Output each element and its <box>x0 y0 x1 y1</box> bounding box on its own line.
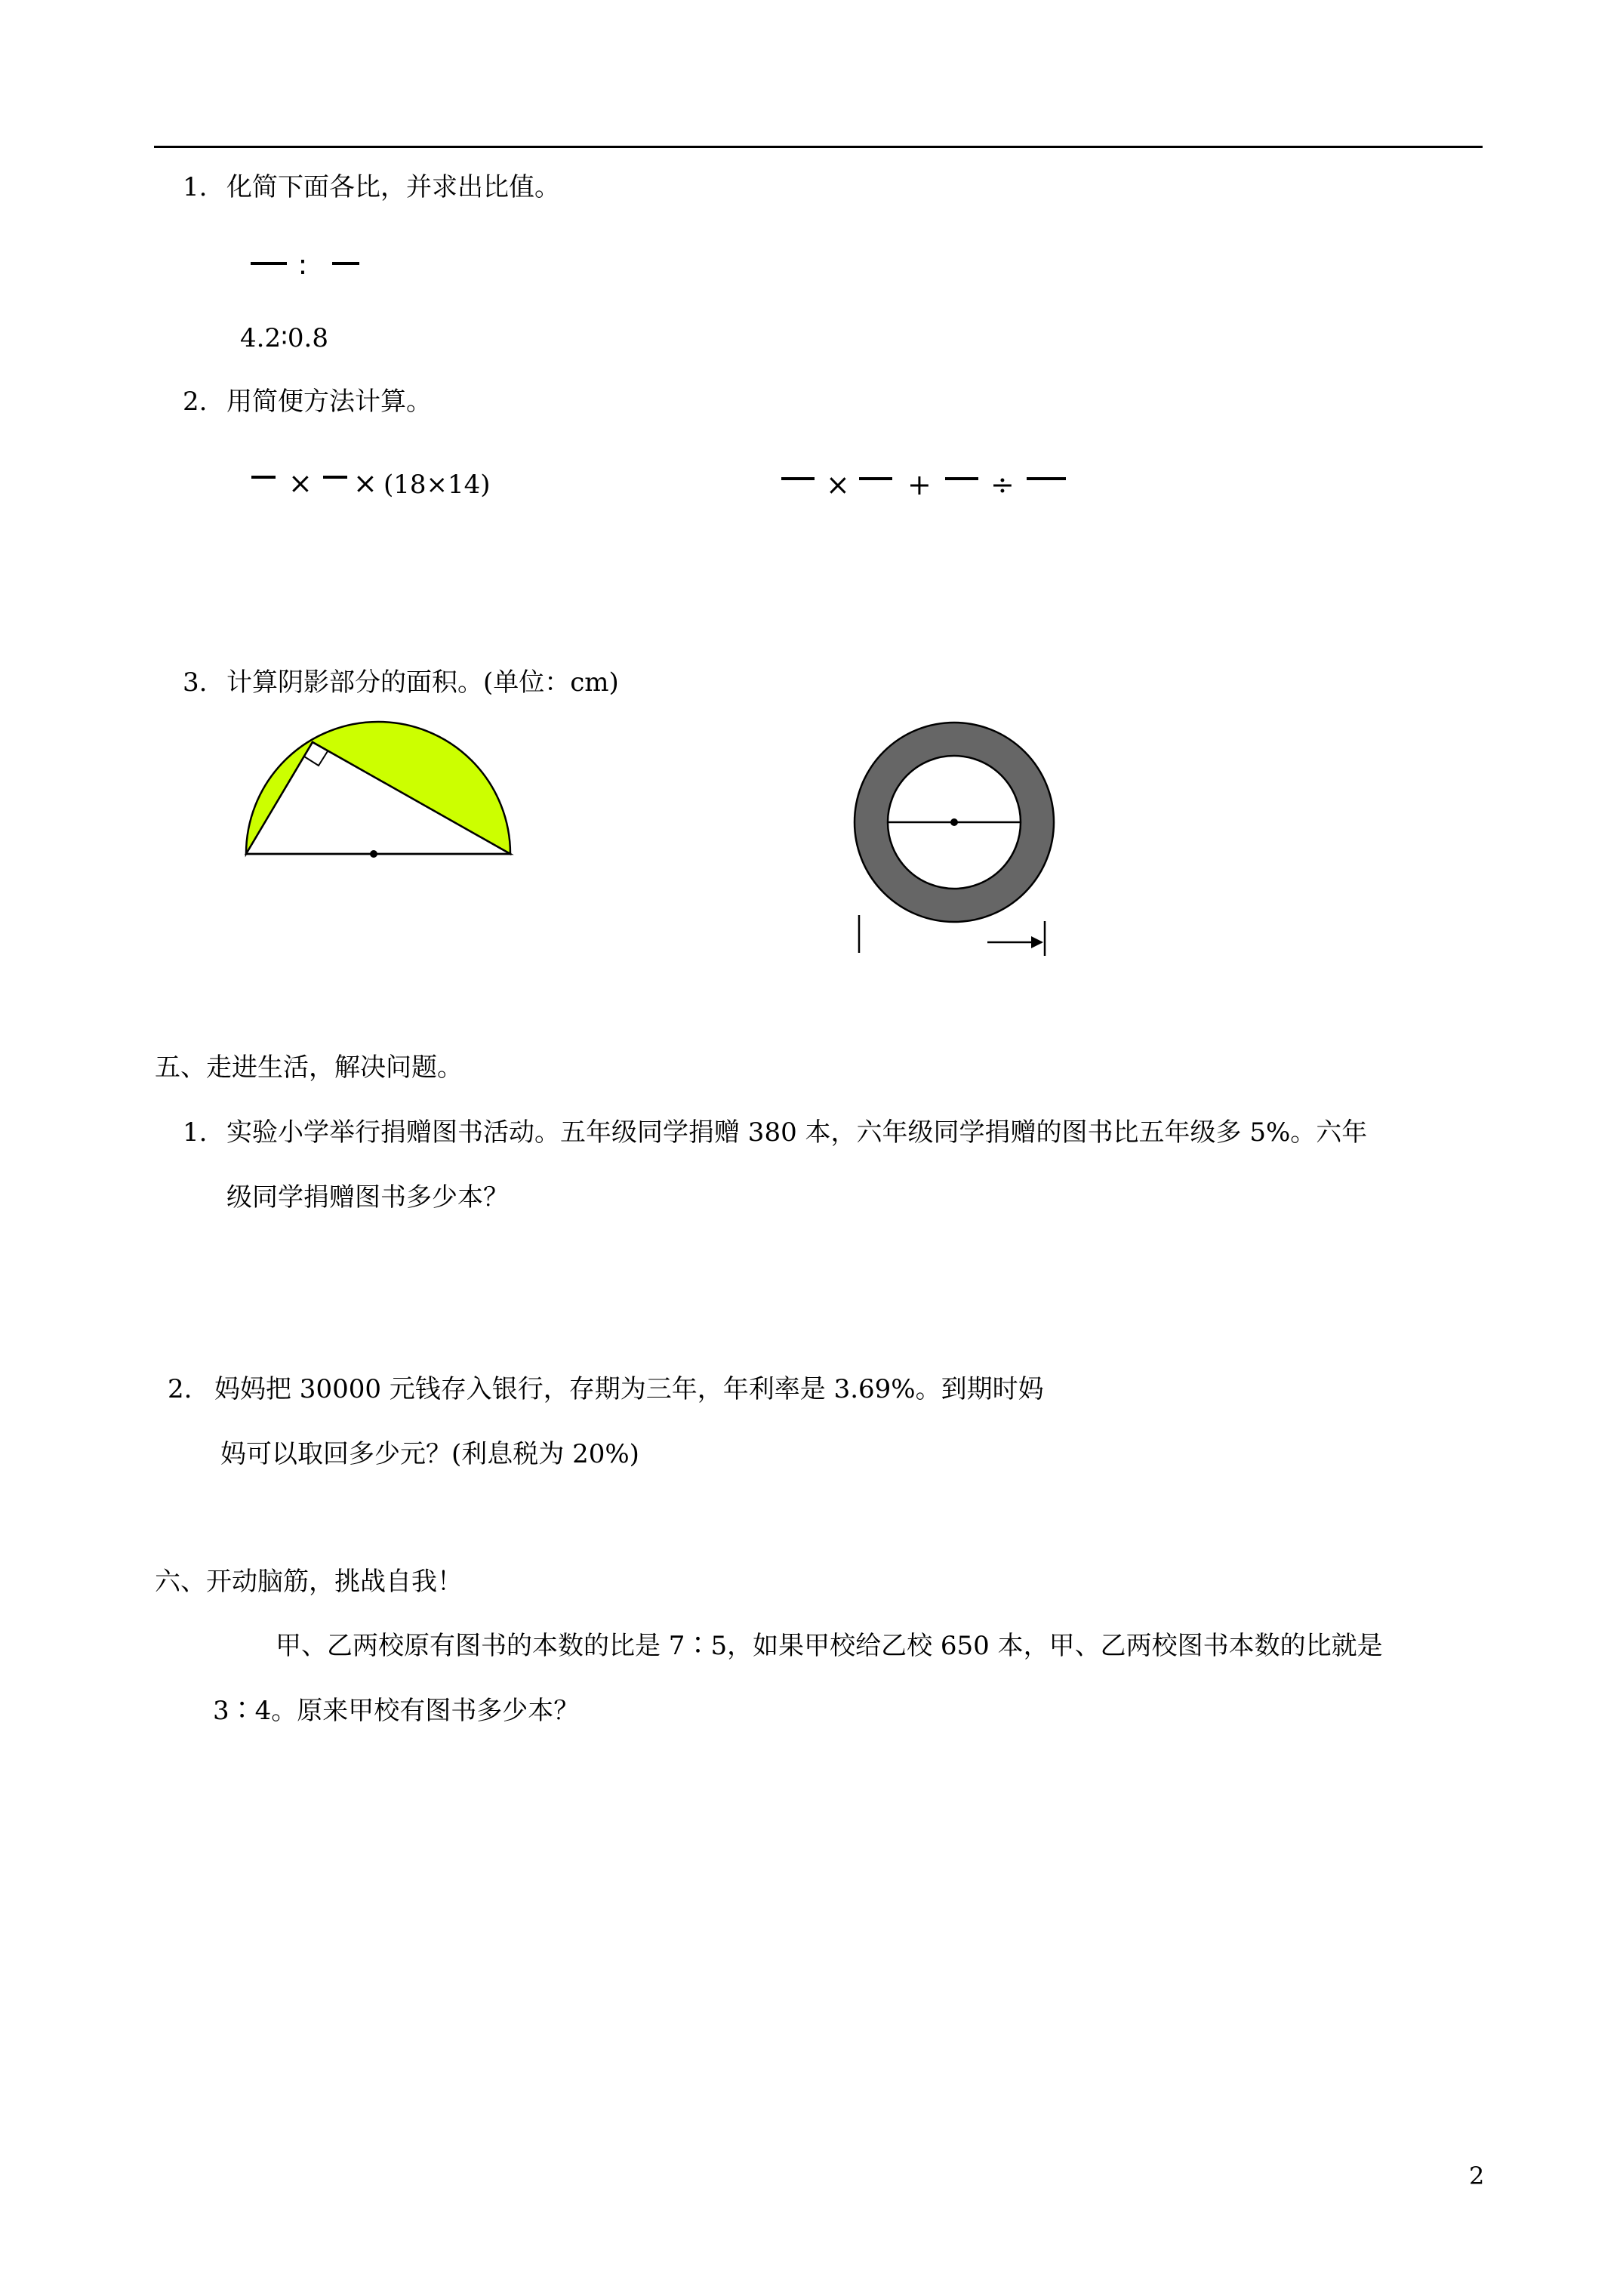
ratio-expression: 4.2∶0.8 <box>240 323 328 353</box>
arrow-head-icon <box>1031 936 1043 948</box>
s5-q1-line2: 级同学捐赠图书多少本？ <box>226 1182 509 1213</box>
q2-text: 用简便方法计算。 <box>226 387 432 417</box>
section5-heading: 五、走进生活，解决问题。 <box>155 1052 463 1083</box>
header-rule <box>154 146 1483 148</box>
fraction-bar <box>781 477 815 480</box>
s5-q2-number: 2. <box>168 1374 192 1404</box>
divide-sign: ÷ <box>990 468 1015 501</box>
fraction-bar <box>251 262 287 265</box>
fraction-bar <box>945 477 978 480</box>
q2-number: 2. <box>183 387 208 417</box>
s6-line2: 3∶4。原来甲校有图书多少本？ <box>213 1696 580 1726</box>
center-dot <box>370 850 377 858</box>
s5-q2-line1: 妈妈把 30000 元钱存入银行，存期为三年，年利率是 3.69%。到期时妈 <box>214 1374 1044 1404</box>
ratio-colon: ∶ <box>299 251 306 284</box>
times-sign: × <box>826 468 850 501</box>
s5-q2-line2: 妈可以取回多少元？(利息税为 20%) <box>220 1439 639 1469</box>
section6-heading: 六、开动脑筋，挑战自我！ <box>155 1567 463 1597</box>
fraction-bar <box>1027 477 1066 480</box>
semicircle-figure <box>226 710 528 861</box>
q1-text: 化简下面各比，并求出比值。 <box>226 172 560 202</box>
center-dot <box>950 818 958 826</box>
fraction-bar <box>251 476 276 479</box>
page-number: 2 <box>1469 2162 1485 2190</box>
plus-sign: + <box>907 468 932 501</box>
q3-number: 3. <box>183 667 208 698</box>
ring-figure <box>845 717 1072 959</box>
q1-number: 1. <box>183 172 208 202</box>
expression-tail: (18×14) <box>383 470 491 500</box>
s5-q1-line1: 实验小学举行捐赠图书活动。五年级同学捐赠 380 本，六年级同学捐赠的图书比五年级多 5%。六年 <box>226 1117 1368 1148</box>
fraction-bar <box>859 477 892 480</box>
times-sign: × <box>288 467 313 500</box>
q3-text: 计算阴影部分的面积。(单位：cm) <box>226 667 619 698</box>
fraction-bar <box>323 476 347 479</box>
fraction-bar <box>332 262 359 265</box>
times-sign: × <box>353 467 377 500</box>
s5-q1-number: 1. <box>183 1117 208 1148</box>
s6-line1: 甲、乙两校原有图书的本数的比是 7∶5，如果甲校给乙校 650 本，甲、乙两校图书本数的比就是 <box>276 1631 1383 1661</box>
